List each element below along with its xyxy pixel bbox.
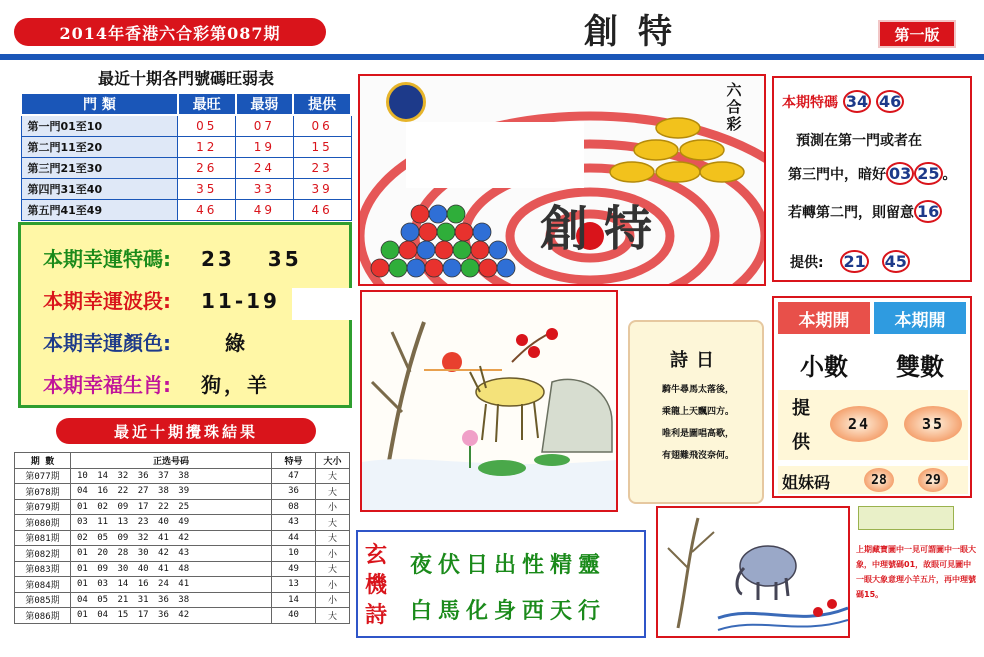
lucky-color-row xyxy=(43,327,248,356)
poem-line-3: 唯利是圖唱高歌， xyxy=(661,429,734,439)
table-row xyxy=(15,499,350,515)
white-patch xyxy=(406,122,584,188)
size-cell: 小 xyxy=(316,592,350,608)
table-row xyxy=(15,608,350,624)
table-row xyxy=(21,115,351,136)
max-col-header: 最旺 xyxy=(178,93,236,115)
numbers-cell: 01 02 09 17 22 25 xyxy=(71,499,272,515)
edition-badge: 第一版 xyxy=(878,20,956,48)
table-row xyxy=(15,592,350,608)
door-table-title: 最近十期各門號碼旺弱表 xyxy=(97,69,274,88)
special-cell: 14 xyxy=(272,592,316,608)
issue-cell: 第085期 xyxy=(15,592,71,608)
size-cell: 小 xyxy=(316,499,350,515)
offer-cell: 23 xyxy=(293,157,351,178)
size-cell: 大 xyxy=(316,561,350,577)
prediction-offer-label: 提供: xyxy=(790,255,824,271)
white-patch xyxy=(292,288,360,320)
size-cell: 大 xyxy=(316,484,350,500)
poem-line-1: 騎牛尋馬太落後， xyxy=(661,385,734,395)
special-col-header: 特号 xyxy=(272,453,316,469)
treasure-map-note: 上期藏寶圖中一見可謂圖中一眼大象，中理號碼01，故眼可見圖中一眼大象意理小羊五片，再中理號碼15。 xyxy=(856,545,976,599)
prediction-line-3-a: 16 xyxy=(914,200,942,223)
table-row xyxy=(15,530,350,546)
prediction-special-label: 本期特碼 xyxy=(782,95,838,111)
max-cell: 26 xyxy=(178,157,236,178)
size-cell: 大 xyxy=(316,530,350,546)
lucky-color-value: 綠 xyxy=(225,331,248,355)
door-cell: 第一門01至10 xyxy=(21,115,178,136)
header-divider xyxy=(0,54,984,60)
prediction-line-1: 預測在第一門或者在 xyxy=(796,133,922,149)
sister-a: 28 xyxy=(864,468,894,492)
lucky-wave-value: 11-19 xyxy=(201,289,280,313)
lucky-zodiac-label: 本期幸福生肖: xyxy=(43,373,171,397)
table-row xyxy=(15,515,350,531)
lucky-wave-label: 本期幸運波段: xyxy=(43,289,171,313)
numbers-cell: 04 16 22 27 38 39 xyxy=(71,484,272,500)
special-cell: 13 xyxy=(272,577,316,593)
numbers-cell: 01 04 15 17 36 42 xyxy=(71,608,272,624)
offer-cell: 06 xyxy=(293,115,351,136)
deer-illustration xyxy=(360,290,618,512)
issue-cell: 第084期 xyxy=(15,577,71,593)
max-cell: 46 xyxy=(178,199,236,220)
table-row xyxy=(21,178,351,199)
numbers-cell: 02 05 09 32 41 42 xyxy=(71,530,272,546)
page-title: 創特 xyxy=(584,11,692,52)
prediction-line-3-text: 若轉第二門，則留意 xyxy=(788,205,914,221)
numbers-cell: 01 09 30 40 41 48 xyxy=(71,561,272,577)
min-cell: 24 xyxy=(236,157,294,178)
poem-line-2: 乘龍上天飄四方。 xyxy=(661,407,734,417)
door-cell: 第二門11至20 xyxy=(21,136,178,157)
special-cell: 44 xyxy=(272,530,316,546)
issue-cell: 第081期 xyxy=(15,530,71,546)
special-cell: 49 xyxy=(272,561,316,577)
odd-even-panel xyxy=(772,296,972,498)
left-header: 本期開 xyxy=(778,302,870,334)
issue-cell: 第078期 xyxy=(15,484,71,500)
door-cell: 第五門41至49 xyxy=(21,199,178,220)
prediction-line-2-end: 。 xyxy=(942,167,957,183)
prediction-offer-a: 21 xyxy=(840,250,868,273)
offer-cell: 46 xyxy=(293,199,351,220)
max-cell: 35 xyxy=(178,178,236,199)
door-table xyxy=(20,92,352,221)
lucky-special-row xyxy=(43,243,302,272)
min-cell: 33 xyxy=(236,178,294,199)
prediction-line-2-a: 03 xyxy=(886,162,914,185)
size-cell: 大 xyxy=(316,608,350,624)
prediction-line-2-text: 第三門中，暗好 xyxy=(788,167,886,183)
prediction-line-2-b: 25 xyxy=(914,162,942,185)
special-cell: 43 xyxy=(272,515,316,531)
offer-b: 35 xyxy=(904,406,962,442)
offer-label-2: 供 xyxy=(792,432,810,453)
table-row xyxy=(15,577,350,593)
max-cell: 12 xyxy=(178,136,236,157)
table-row xyxy=(21,157,351,178)
offer-cell: 39 xyxy=(293,178,351,199)
prediction-panel xyxy=(772,76,972,282)
right-value: 雙數 xyxy=(896,351,944,381)
numbers-cell: 01 03 14 16 24 41 xyxy=(71,577,272,593)
size-cell: 大 xyxy=(316,468,350,484)
door-col-header: 門 類 xyxy=(21,93,178,115)
lottery-logo-icon xyxy=(386,82,426,122)
size-col-header: 大小 xyxy=(316,453,350,469)
lucky-zodiac-row xyxy=(43,369,270,398)
min-cell: 07 xyxy=(236,115,294,136)
numbers-cell: 10 14 32 36 37 38 xyxy=(71,468,272,484)
sister-label: 姐妹码 xyxy=(782,473,831,492)
mystery-line-2: 白馬化身西天行 xyxy=(410,598,607,624)
mystery-label: 玄機詩 xyxy=(364,542,387,628)
elephant-illustration xyxy=(656,506,850,638)
results-table xyxy=(14,452,350,624)
table-row xyxy=(15,561,350,577)
issue-cell: 第080期 xyxy=(15,515,71,531)
min-cell: 49 xyxy=(236,199,294,220)
special-cell: 40 xyxy=(272,608,316,624)
numbers-col-header: 正选号码 xyxy=(71,453,272,469)
issue-cell: 第079期 xyxy=(15,499,71,515)
sister-b: 29 xyxy=(918,468,948,492)
elephant-scene-drawing xyxy=(658,508,848,636)
poem-title: 詩日 xyxy=(670,350,722,371)
prediction-special-a: 34 xyxy=(843,90,871,113)
size-cell: 大 xyxy=(316,515,350,531)
table-row xyxy=(15,484,350,500)
numbers-cell: 01 20 28 30 42 43 xyxy=(71,546,272,562)
issue-cell: 第082期 xyxy=(15,546,71,562)
min-col-header: 最弱 xyxy=(236,93,294,115)
prediction-line-2 xyxy=(788,162,957,185)
poem-line-4: 有翅難飛沒奈何。 xyxy=(661,451,734,461)
offer-col-header: 提供 xyxy=(293,93,351,115)
issue-banner: 2014年香港六合彩第087期 xyxy=(14,18,326,46)
door-cell: 第四門31至40 xyxy=(21,178,178,199)
lucky-wave-row xyxy=(43,285,280,314)
treasure-map-thumbnail xyxy=(858,506,954,530)
offer-cell: 15 xyxy=(293,136,351,157)
special-cell: 36 xyxy=(272,484,316,500)
issue-col-header: 期 數 xyxy=(15,453,71,469)
size-cell: 小 xyxy=(316,546,350,562)
issue-cell: 第083期 xyxy=(15,561,71,577)
issue-cell: 第086期 xyxy=(15,608,71,624)
door-cell: 第三門21至30 xyxy=(21,157,178,178)
lucky-special-label: 本期幸運特碼: xyxy=(43,247,171,271)
prediction-offer-b: 45 xyxy=(882,250,910,273)
mystery-line-1: 夜伏日出性精靈 xyxy=(410,552,607,578)
art-title: 創特 xyxy=(540,201,669,257)
min-cell: 19 xyxy=(236,136,294,157)
offer-a: 24 xyxy=(830,406,888,442)
prediction-special-b: 46 xyxy=(876,90,904,113)
right-header: 本期開 xyxy=(874,302,966,334)
lucky-zodiac-value: 狗，羊 xyxy=(201,373,270,397)
prediction-line-3 xyxy=(788,200,942,223)
issue-cell: 第077期 xyxy=(15,468,71,484)
special-cell: 10 xyxy=(272,546,316,562)
special-cell: 08 xyxy=(272,499,316,515)
table-row xyxy=(21,199,351,220)
numbers-cell: 04 05 21 31 36 38 xyxy=(71,592,272,608)
prediction-offer-row xyxy=(790,250,910,273)
table-row xyxy=(21,136,351,157)
lucky-color-label: 本期幸運顏色: xyxy=(43,331,171,355)
lucky-special-value: 23 35 xyxy=(201,247,302,271)
liuhe-label: 六合彩 xyxy=(726,81,742,133)
results-title: 最近十期攪珠結果 xyxy=(56,418,316,444)
table-row xyxy=(15,546,350,562)
deer-scene-drawing xyxy=(362,292,616,510)
max-cell: 05 xyxy=(178,115,236,136)
offer-label-1: 提 xyxy=(792,398,810,419)
left-value: 小數 xyxy=(800,351,848,381)
prediction-special-row xyxy=(782,90,904,113)
special-cell: 47 xyxy=(272,468,316,484)
table-row xyxy=(15,468,350,484)
numbers-cell: 03 11 13 23 40 49 xyxy=(71,515,272,531)
size-cell: 小 xyxy=(316,577,350,593)
